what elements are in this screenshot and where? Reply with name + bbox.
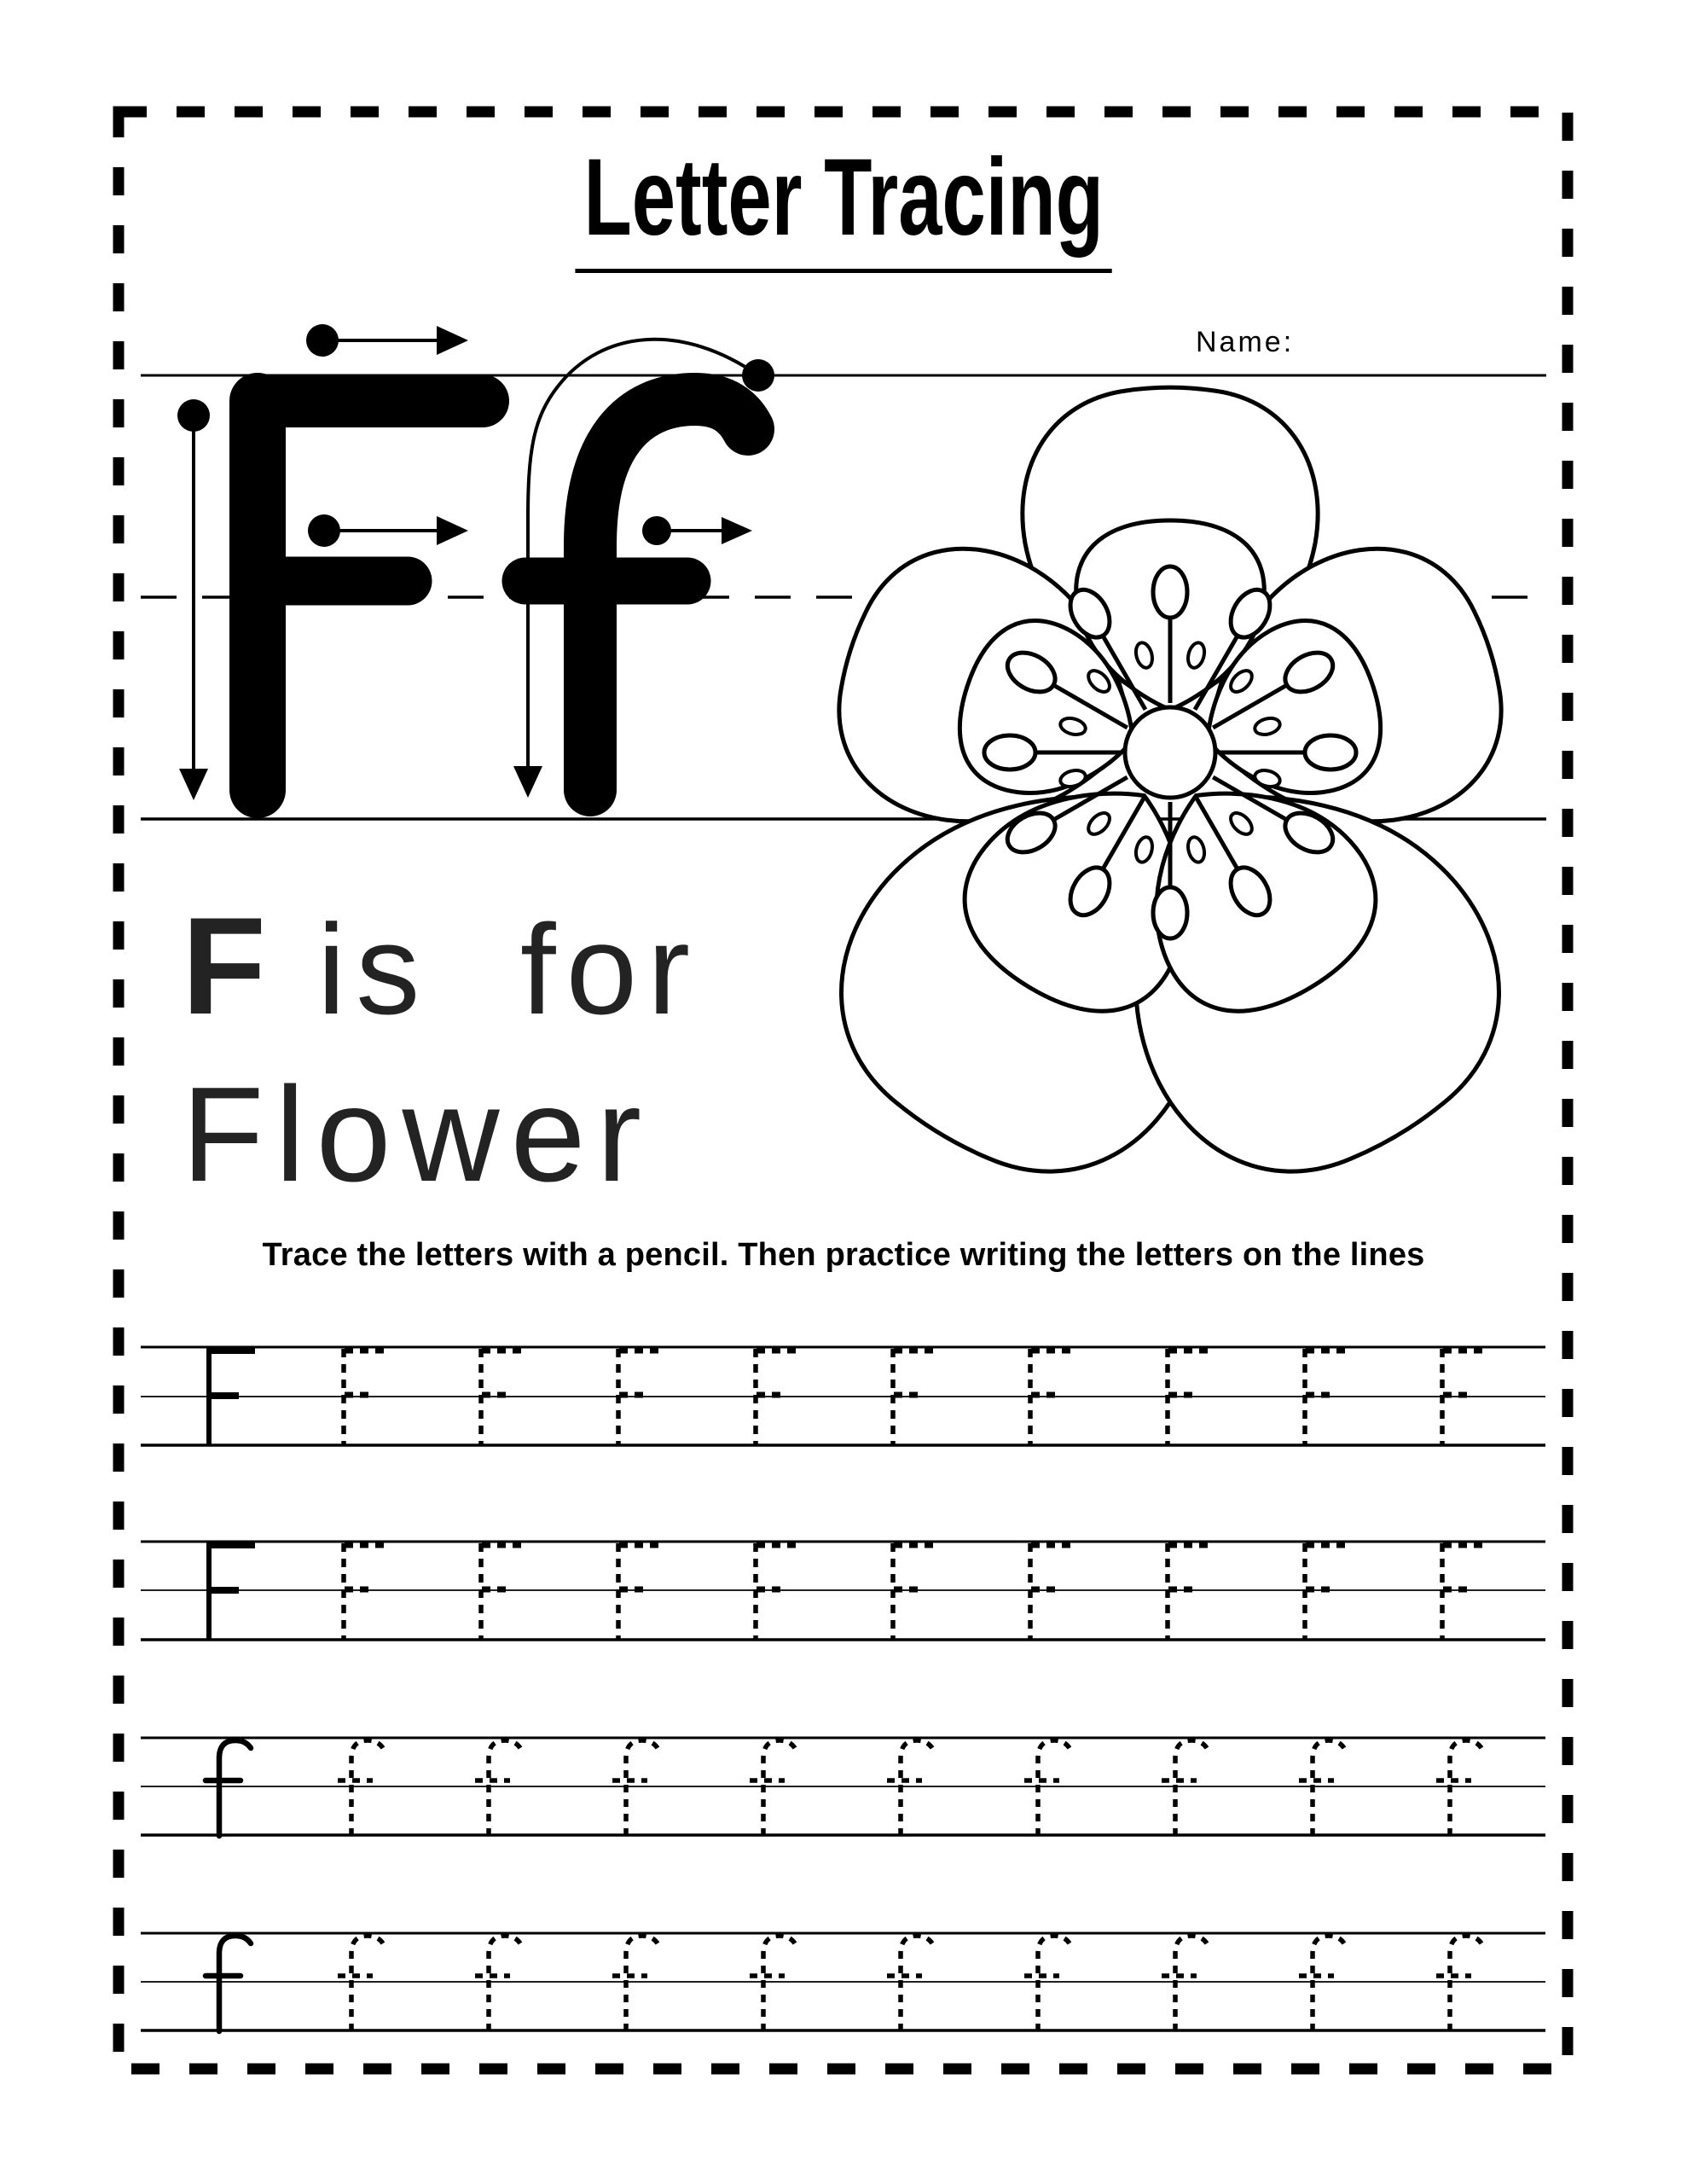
traceable-letter-dashed — [750, 1740, 795, 1836]
traceable-letter-dashed — [893, 1543, 937, 1640]
traceable-letter-dashed — [887, 1740, 932, 1836]
traceable-letter-dashed — [1168, 1543, 1212, 1640]
practice-row-3 — [141, 1738, 1545, 1836]
traceable-letter-dashed — [887, 1936, 932, 2031]
traceable-letter-solid — [206, 1740, 251, 1836]
traceable-letter-dashed — [750, 1936, 795, 2031]
traceable-letter-dashed — [475, 1936, 520, 2031]
traceable-letter-dashed — [481, 1543, 525, 1640]
caption — [182, 887, 700, 1212]
hero-letter-F-graphic — [258, 401, 483, 790]
traceable-letter-dashed — [756, 1543, 800, 1640]
hero-letter-f-graphic — [525, 399, 748, 790]
traceable-letter-dashed — [1299, 1936, 1344, 2031]
down-arrow-icon — [179, 769, 208, 800]
traceable-letter-dashed — [1162, 1740, 1207, 1836]
traceable-letter-dashed — [1162, 1936, 1207, 2031]
traceable-letter-dashed — [618, 1543, 663, 1640]
traceable-letter-dashed — [344, 1543, 388, 1640]
practice-row-4 — [141, 1933, 1545, 2031]
caption-letter: F — [182, 889, 268, 1043]
traceable-letter-dashed — [1024, 1936, 1070, 2031]
right-arrow-icon — [437, 326, 468, 355]
caption-connector: is for — [316, 897, 701, 1041]
practice-row-1 — [141, 1347, 1545, 1445]
traceable-letter-dashed — [1436, 1936, 1481, 2031]
flower-center — [1125, 707, 1215, 798]
right-arrow-icon — [437, 516, 468, 545]
traceable-letter-dashed — [1436, 1740, 1481, 1836]
name-label: Name: — [1196, 326, 1295, 358]
flower-illustration — [786, 387, 1554, 1227]
caption-word: Flower — [182, 1060, 653, 1210]
title-wrap — [0, 135, 1687, 273]
down-arrow-icon — [513, 766, 542, 798]
traceable-letter-dashed — [1442, 1543, 1487, 1640]
traceable-letter-dashed — [338, 1740, 383, 1836]
traceable-letter-dashed — [1024, 1740, 1070, 1836]
caption-line1 — [182, 887, 700, 1046]
page-title: Letter Tracing — [575, 135, 1112, 273]
traceable-letter-dashed — [612, 1740, 658, 1836]
right-arrow-icon — [722, 517, 752, 544]
instruction-text: Trace the letters with a pencil. Then practice writing the letters on the lines — [262, 1237, 1425, 1273]
traceable-letter-dashed — [612, 1936, 658, 2031]
traceable-letter-dashed — [1299, 1740, 1344, 1836]
practice-row-2 — [141, 1542, 1545, 1640]
traceable-letter-dashed — [1030, 1543, 1075, 1640]
traceable-letter-dashed — [338, 1936, 383, 2031]
traceable-letter-dashed — [1305, 1543, 1349, 1640]
traceable-letter-solid — [206, 1936, 251, 2031]
traceable-letter-dashed — [475, 1740, 520, 1836]
